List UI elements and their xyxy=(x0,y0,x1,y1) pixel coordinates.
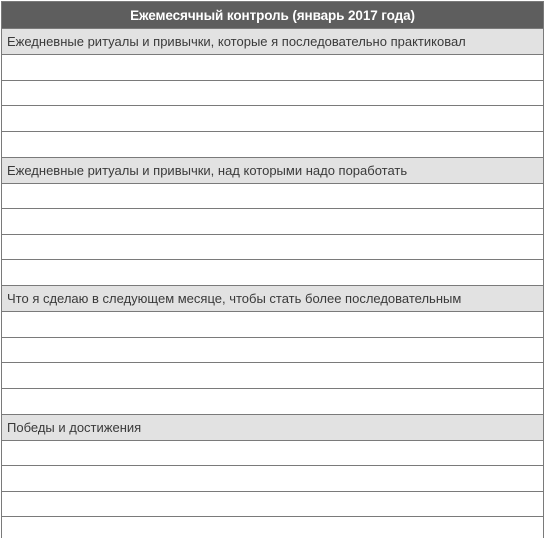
monthly-review-form xyxy=(1,1,544,538)
form-section xyxy=(2,415,543,543)
writing-line[interactable] xyxy=(2,260,543,286)
writing-line[interactable] xyxy=(2,184,543,210)
writing-line[interactable] xyxy=(2,492,543,518)
writing-line[interactable] xyxy=(2,312,543,338)
section-heading: Что я сделаю в следующем месяце, чтобы стать более последовательным xyxy=(2,286,543,312)
writing-line[interactable] xyxy=(2,441,543,467)
writing-line[interactable] xyxy=(2,466,543,492)
section-heading: Ежедневные ритуалы и привычки, над которыми надо поработать xyxy=(2,158,543,184)
writing-line[interactable] xyxy=(2,363,543,389)
form-section xyxy=(2,158,543,287)
form-section xyxy=(2,29,543,158)
writing-line[interactable] xyxy=(2,517,543,543)
writing-line[interactable] xyxy=(2,209,543,235)
writing-line[interactable] xyxy=(2,389,543,415)
section-heading: Победы и достижения xyxy=(2,415,543,441)
writing-line[interactable] xyxy=(2,132,543,158)
form-sections xyxy=(2,29,543,543)
form-title: Ежемесячный контроль (январь 2017 года) xyxy=(2,2,543,29)
writing-line[interactable] xyxy=(2,81,543,107)
section-heading: Ежедневные ритуалы и привычки, которые я последовательно практиковал xyxy=(2,29,543,55)
writing-line[interactable] xyxy=(2,55,543,81)
writing-line[interactable] xyxy=(2,106,543,132)
writing-line[interactable] xyxy=(2,338,543,364)
writing-line[interactable] xyxy=(2,235,543,261)
form-section xyxy=(2,286,543,415)
